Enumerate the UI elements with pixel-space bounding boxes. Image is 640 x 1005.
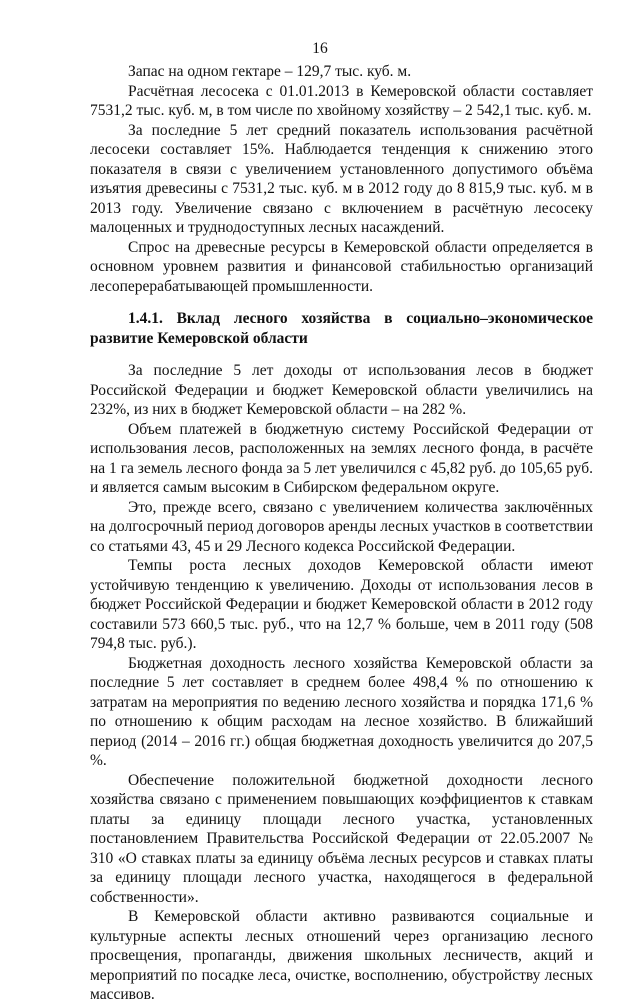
paragraph-lease-agreements: Это, прежде всего, связано с увеличением количества заключённых на долгосрочный период договоров аренды лесных участков в соответствии со статьями 43, 45 и 29 Лесного кодекса Российской Федерации. bbox=[90, 498, 594, 555]
paragraph-allowable-cut: Расчётная лесосека с 01.01.2013 в Кемеровской области составляет 7531,2 тыс. куб. м, в том числе по хвойному хозяйству – 2 542,1 тыс. куб. м. bbox=[90, 82, 593, 119]
paragraph-income-trend: Темпы роста лесных доходов Кемеровской области имеют устойчивую тенденцию к увеличению. Доходы от использования лесов в бюджет Российской Федерации и бюджет Кемеровской области в 2012 году составили 573 660,5 тыс. руб., что на 12,7 % больше, чем в 2011 году (508 794,8 тыс. руб.). bbox=[90, 557, 593, 652]
paragraph-cut-usage: За последние 5 лет средний показатель использования расчётной лесосеки составляет 15%. Наблюдается тенденция к снижению этого показателя в связи с увеличением установленного допустимого объёма изъятия древесины с 7531,2 тыс. куб. м в 2012 году до 8 815,9 тыс. куб. м в 2013 году. Увеличение связано с включением в расчётную лесосеку малоценных и труднодоступных лесных насаждений. bbox=[90, 121, 593, 236]
paragraph-stock-per-hectare: Запас на одном гектаре – 129,7 тыс. куб. м. bbox=[128, 63, 412, 80]
paragraph-budget-profitability: Бюджетная доходность лесного хозяйства Кемеровской области за последние 5 лет составляет в среднем более 498,4 % по отношению к затратам на мероприятия по ведению лесного хозяйства и порядка 171,6 % по отношению к общим расходам на лесное хозяйство. В ближайший период (2014 – 2016 гг.) общая бюджетная доходность увеличится до 207,5 %. bbox=[90, 654, 593, 769]
paragraph-wood-demand: Спрос на древесные ресурсы в Кемеровской области определяется в основном уровнем развития и финансовой стабильностью организаций лесоперерабатывающей промышленности. bbox=[90, 238, 593, 295]
page-number: 16 bbox=[312, 40, 328, 57]
document-body bbox=[90, 62, 593, 1005]
paragraph-payments-per-hectare: Объем платежей в бюджетную систему Российской Федерации от использования лесов, расположенных на землях лесного фонда, в расчёте на 1 га земель лесного фонда за 5 лет увеличился с 45,82 руб. до 105,65 руб. и является самым высоким в Сибирском федеральном округе. bbox=[90, 420, 593, 496]
paragraph-social-aspects: В Кемеровской области активно развиваются социальные и культурные аспекты лесных отношений через организацию лесного просвещения, пропаганды, движения школьных лесничеств, акций и мероприятий по посадке леса, очистке, восполнению, обустройству лесных массивов. bbox=[90, 908, 593, 1003]
paragraph-income-growth: За последние 5 лет доходы от использования лесов в бюджет Российской Федерации и бюджет Кемеровской области увеличились на 232%, из них в бюджет Кемеровской области – на 282 %. bbox=[90, 362, 593, 418]
paragraph-rate-coefficients: Обеспечение положительной бюджетной доходности лесного хозяйства связано с применением повышающих коэффициентов к ставкам платы за единицу площади лесного участка, установленных постановлением Правительства Российской Федерации от 22.05.2007 № 310 «О ставках платы за единицу объёма лесных ресурсов и ставках платы за единицу площади лесного участка, находящегося в федеральной собственности». bbox=[90, 771, 593, 906]
section-heading: 1.4.1. Вклад лесного хозяйства в социально–экономическое развитие Кемеровской области bbox=[90, 310, 593, 347]
